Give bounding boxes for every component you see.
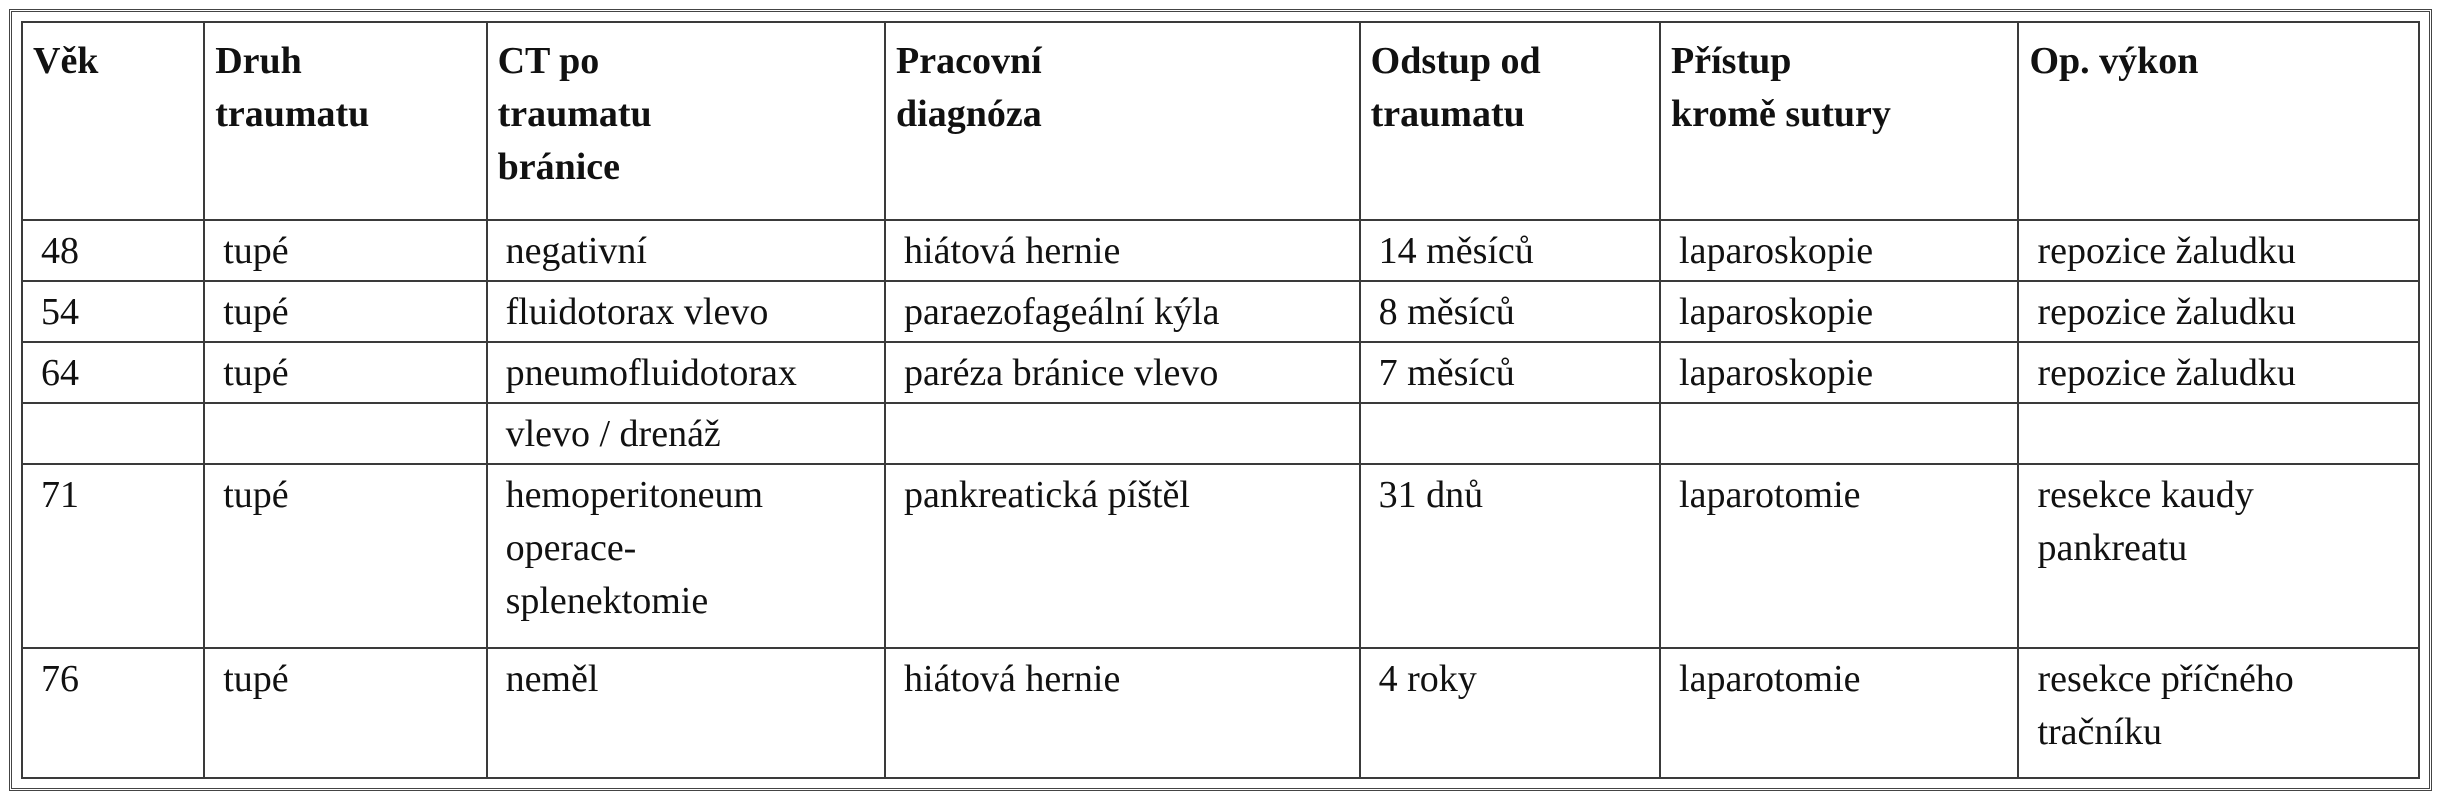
table-row: [22, 220, 2419, 281]
table-cell: [1660, 281, 2018, 342]
table-cell: [1360, 403, 1660, 464]
table-cell: [885, 220, 1360, 281]
table-cell: [22, 220, 204, 281]
cell-line: operace-: [505, 527, 637, 570]
cell-line: 31 dnů: [1378, 474, 1484, 517]
table-cell: [2018, 464, 2419, 647]
table-cell: [22, 464, 204, 647]
header-line: Pracovní: [896, 40, 1042, 82]
header-cell: [204, 22, 486, 220]
header-cell: [1360, 22, 1660, 220]
table-cell: [204, 281, 486, 342]
table-cell: [204, 220, 486, 281]
cell-line: laparotomie: [1679, 657, 1861, 700]
cell-line: 64: [41, 352, 79, 395]
header-line: Odstup od: [1370, 40, 1541, 82]
cell-line: repozice žaludku: [2037, 291, 2296, 334]
table-cell: [1660, 648, 2018, 778]
table-row: [22, 281, 2419, 342]
table-cell: [204, 342, 486, 403]
table-cell: [487, 281, 885, 342]
table-cell: [1660, 403, 2018, 464]
table-cell: [487, 403, 885, 464]
cell-line: repozice žaludku: [2037, 352, 2296, 395]
table-row: [22, 342, 2419, 403]
header-line: traumatu: [497, 93, 652, 135]
table-cell: [1360, 220, 1660, 281]
table-row: [22, 648, 2419, 778]
table-cell: [2018, 342, 2419, 403]
cell-line: 54: [41, 291, 79, 334]
cell-line: 76: [41, 657, 79, 700]
cell-line: fluidotorax vlevo: [505, 291, 769, 334]
table-cell: [2018, 281, 2419, 342]
table-row: [22, 464, 2419, 647]
header-row: [22, 22, 2419, 220]
table-frame: [9, 9, 2432, 791]
cell-line: vlevo / drenáž: [505, 413, 721, 456]
cell-line: 7 měsíců: [1378, 352, 1515, 395]
table-cell: [1360, 342, 1660, 403]
cell-line: tupé: [223, 230, 289, 272]
cell-line: tupé: [223, 657, 289, 700]
table-cell: [2018, 403, 2419, 464]
data-table: [21, 21, 2420, 779]
cell-line: tupé: [223, 291, 289, 334]
header-line: traumatu: [1370, 93, 1525, 135]
header-line: Přístup: [1671, 40, 1792, 82]
table-cell: [1660, 220, 2018, 281]
header-line: CT po: [497, 40, 600, 82]
table-cell: [1660, 342, 2018, 403]
table-cell: [1360, 648, 1660, 778]
cell-line: negativní: [505, 230, 647, 272]
cell-line: neměl: [505, 657, 599, 700]
cell-line: laparoskopie: [1679, 291, 1874, 334]
cell-line: 48: [41, 230, 79, 272]
header-cell: [487, 22, 885, 220]
table-cell: [487, 464, 885, 647]
cell-line: tupé: [223, 352, 289, 395]
header-line: Op. výkon: [2029, 40, 2199, 82]
cell-line: laparoskopie: [1679, 230, 1874, 272]
cell-line: paraezofageální kýla: [904, 291, 1220, 334]
cell-line: pneumofluidotorax: [505, 352, 797, 395]
header-line: bránice: [497, 146, 620, 188]
table-cell: [22, 342, 204, 403]
table-cell: [204, 403, 486, 464]
table-cell: [22, 648, 204, 778]
cell-line: hiátová hernie: [904, 230, 1121, 272]
table-cell: [204, 648, 486, 778]
header-line: traumatu: [215, 93, 370, 135]
cell-line: laparotomie: [1679, 474, 1861, 517]
header-cell: [885, 22, 1360, 220]
cell-line: repozice žaludku: [2037, 230, 2296, 272]
header-cell: [1660, 22, 2018, 220]
table-cell: [885, 648, 1360, 778]
table-cell: [22, 403, 204, 464]
cell-line: resekce kaudy: [2037, 474, 2254, 517]
cell-line: paréza bránice vlevo: [904, 352, 1219, 395]
table-cell: [487, 648, 885, 778]
table-cell: [885, 342, 1360, 403]
header-cell: [2018, 22, 2419, 220]
header-cell: [22, 22, 204, 220]
cell-line: 14 měsíců: [1378, 230, 1534, 272]
table-cell: [204, 464, 486, 647]
cell-line: tračníku: [2037, 710, 2162, 753]
table-cell: [885, 281, 1360, 342]
header-line: Druh: [215, 40, 302, 82]
table-cell: [885, 403, 1360, 464]
table-cell: [2018, 648, 2419, 778]
table-cell: [2018, 220, 2419, 281]
table-cell: [22, 281, 204, 342]
cell-line: 71: [41, 474, 79, 517]
table-row: [22, 403, 2419, 464]
table-cell: [1360, 464, 1660, 647]
cell-line: hiátová hernie: [904, 657, 1121, 700]
cell-line: hemoperitoneum: [505, 474, 764, 517]
cell-line: splenektomie: [505, 580, 709, 623]
table-cell: [1660, 464, 2018, 647]
header-line: kromě sutury: [1671, 93, 1891, 135]
table-cell: [487, 220, 885, 281]
cell-line: tupé: [223, 474, 289, 517]
table-cell: [1360, 281, 1660, 342]
cell-line: pankreatu: [2037, 527, 2188, 570]
header-line: diagnóza: [896, 93, 1042, 135]
cell-line: resekce příčného: [2037, 657, 2294, 700]
cell-line: 4 roky: [1378, 657, 1477, 700]
header-line: Věk: [33, 40, 99, 82]
table-cell: [885, 464, 1360, 647]
cell-line: laparoskopie: [1679, 352, 1874, 395]
cell-line: pankreatická píštěl: [904, 474, 1190, 517]
cell-line: 8 měsíců: [1378, 291, 1515, 334]
table-cell: [487, 342, 885, 403]
